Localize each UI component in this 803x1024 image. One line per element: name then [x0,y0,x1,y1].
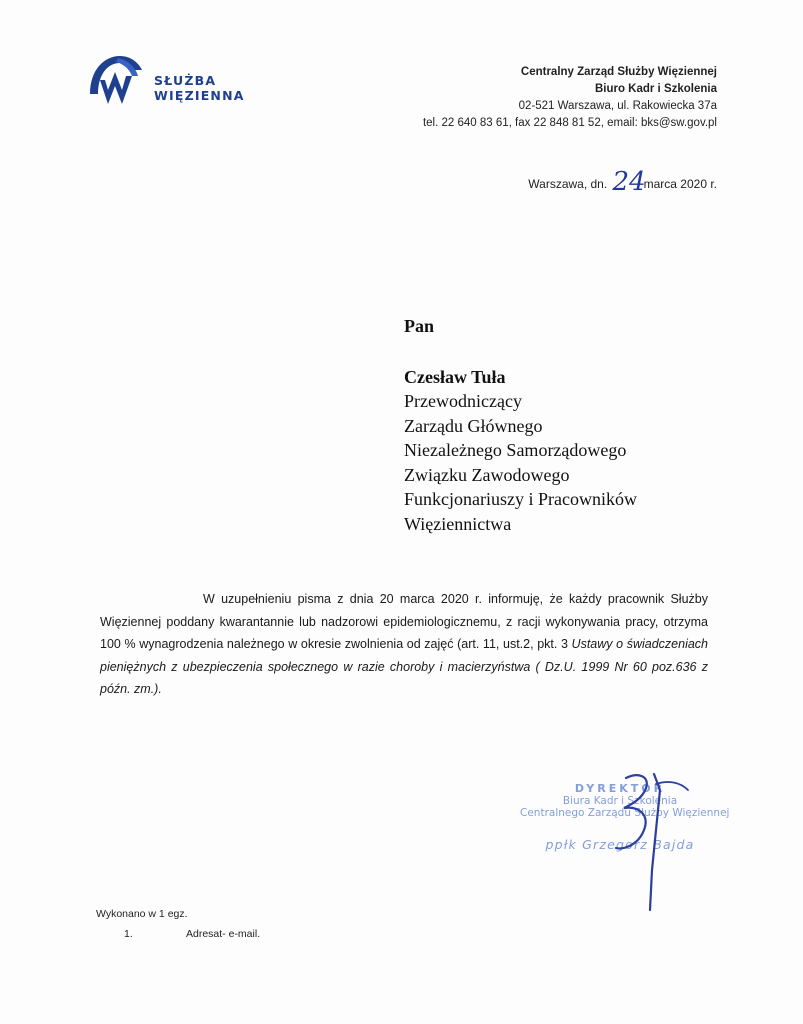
body-paragraph [100,588,708,701]
distribution-item-number: 1. [124,928,133,940]
addressee-name: Czesław Tuła [404,367,506,387]
sluzba-wiezienna-logo [86,50,246,112]
date-day-handwritten: 24 [612,167,646,197]
stamp-department: Biura Kadr i Szkolenia [562,795,678,807]
body-text-italic: Ustawy o świadczeniach pieniężnych z ubezpieczenia społecznego w razie choroby i macierzyństwa ( Dz.U. 1999 Nr 60 poz.636 z późn. zm.). [100,637,709,696]
addressee-line: Przewodniczący [404,391,522,411]
sender-institution: Centralny Zarząd Służby Więziennej [520,66,717,78]
sender-header [423,64,717,132]
copies-note: Wykonano w 1 egz. [96,908,188,920]
addressee-line: Zarządu Głównego [404,415,543,436]
logo-line-2: WIĘZIENNA [154,88,245,103]
sw-emblem-icon [86,50,148,110]
addressee-block [404,316,637,536]
sender-contact: tel. 22 640 83 61, fax 22 848 81 52, email: bks@sw.gov.pl [422,117,717,129]
letter-footer [96,908,260,940]
date-line [528,165,717,195]
sender-department: Biuro Kadr i Szkolenia [594,83,717,95]
stamp-title: DYREKTOR [574,782,666,795]
addressee-line: Więziennictwa [404,513,512,534]
stamp-signatory: ppłk Grzegorz Bajda [545,837,695,852]
date-suffix: marca 2020 r. [643,177,717,191]
body-text-plain: W uzupełnieniu pisma z dnia 20 marca 2020 r. informuję, że każdy pracownik Służby Więziennej poddany kwarantannie lub nadzorowi epidemiologicznemu, z racji wykonywania pracy, otrzyma 100 % wynagrodzenia należnego w okresie zwolnienia od zajęć (art. 11, ust.2, pkt. 3 [100,592,708,651]
letter-body [100,588,708,701]
distribution-item [96,928,260,940]
handwritten-signature [588,770,698,920]
addressee-line: Niezależnego Samorządowego [404,440,627,460]
logo-line-1: SŁUŻBA [154,73,217,88]
distribution-item-text: Adresat- e-mail. [186,928,261,940]
sender-address: 02-521 Warszawa, ul. Rakowiecka 37a [518,100,717,112]
addressee-line: Funkcjonariuszy i Pracowników [404,489,637,509]
stamp-institution: Centralnego Zarządu Służby Więziennej [520,807,730,819]
addressee-line: Związku Zawodowego [404,464,570,485]
date-prefix: Warszawa, dn. [528,177,608,191]
addressee-salutation: Pan [404,316,435,336]
